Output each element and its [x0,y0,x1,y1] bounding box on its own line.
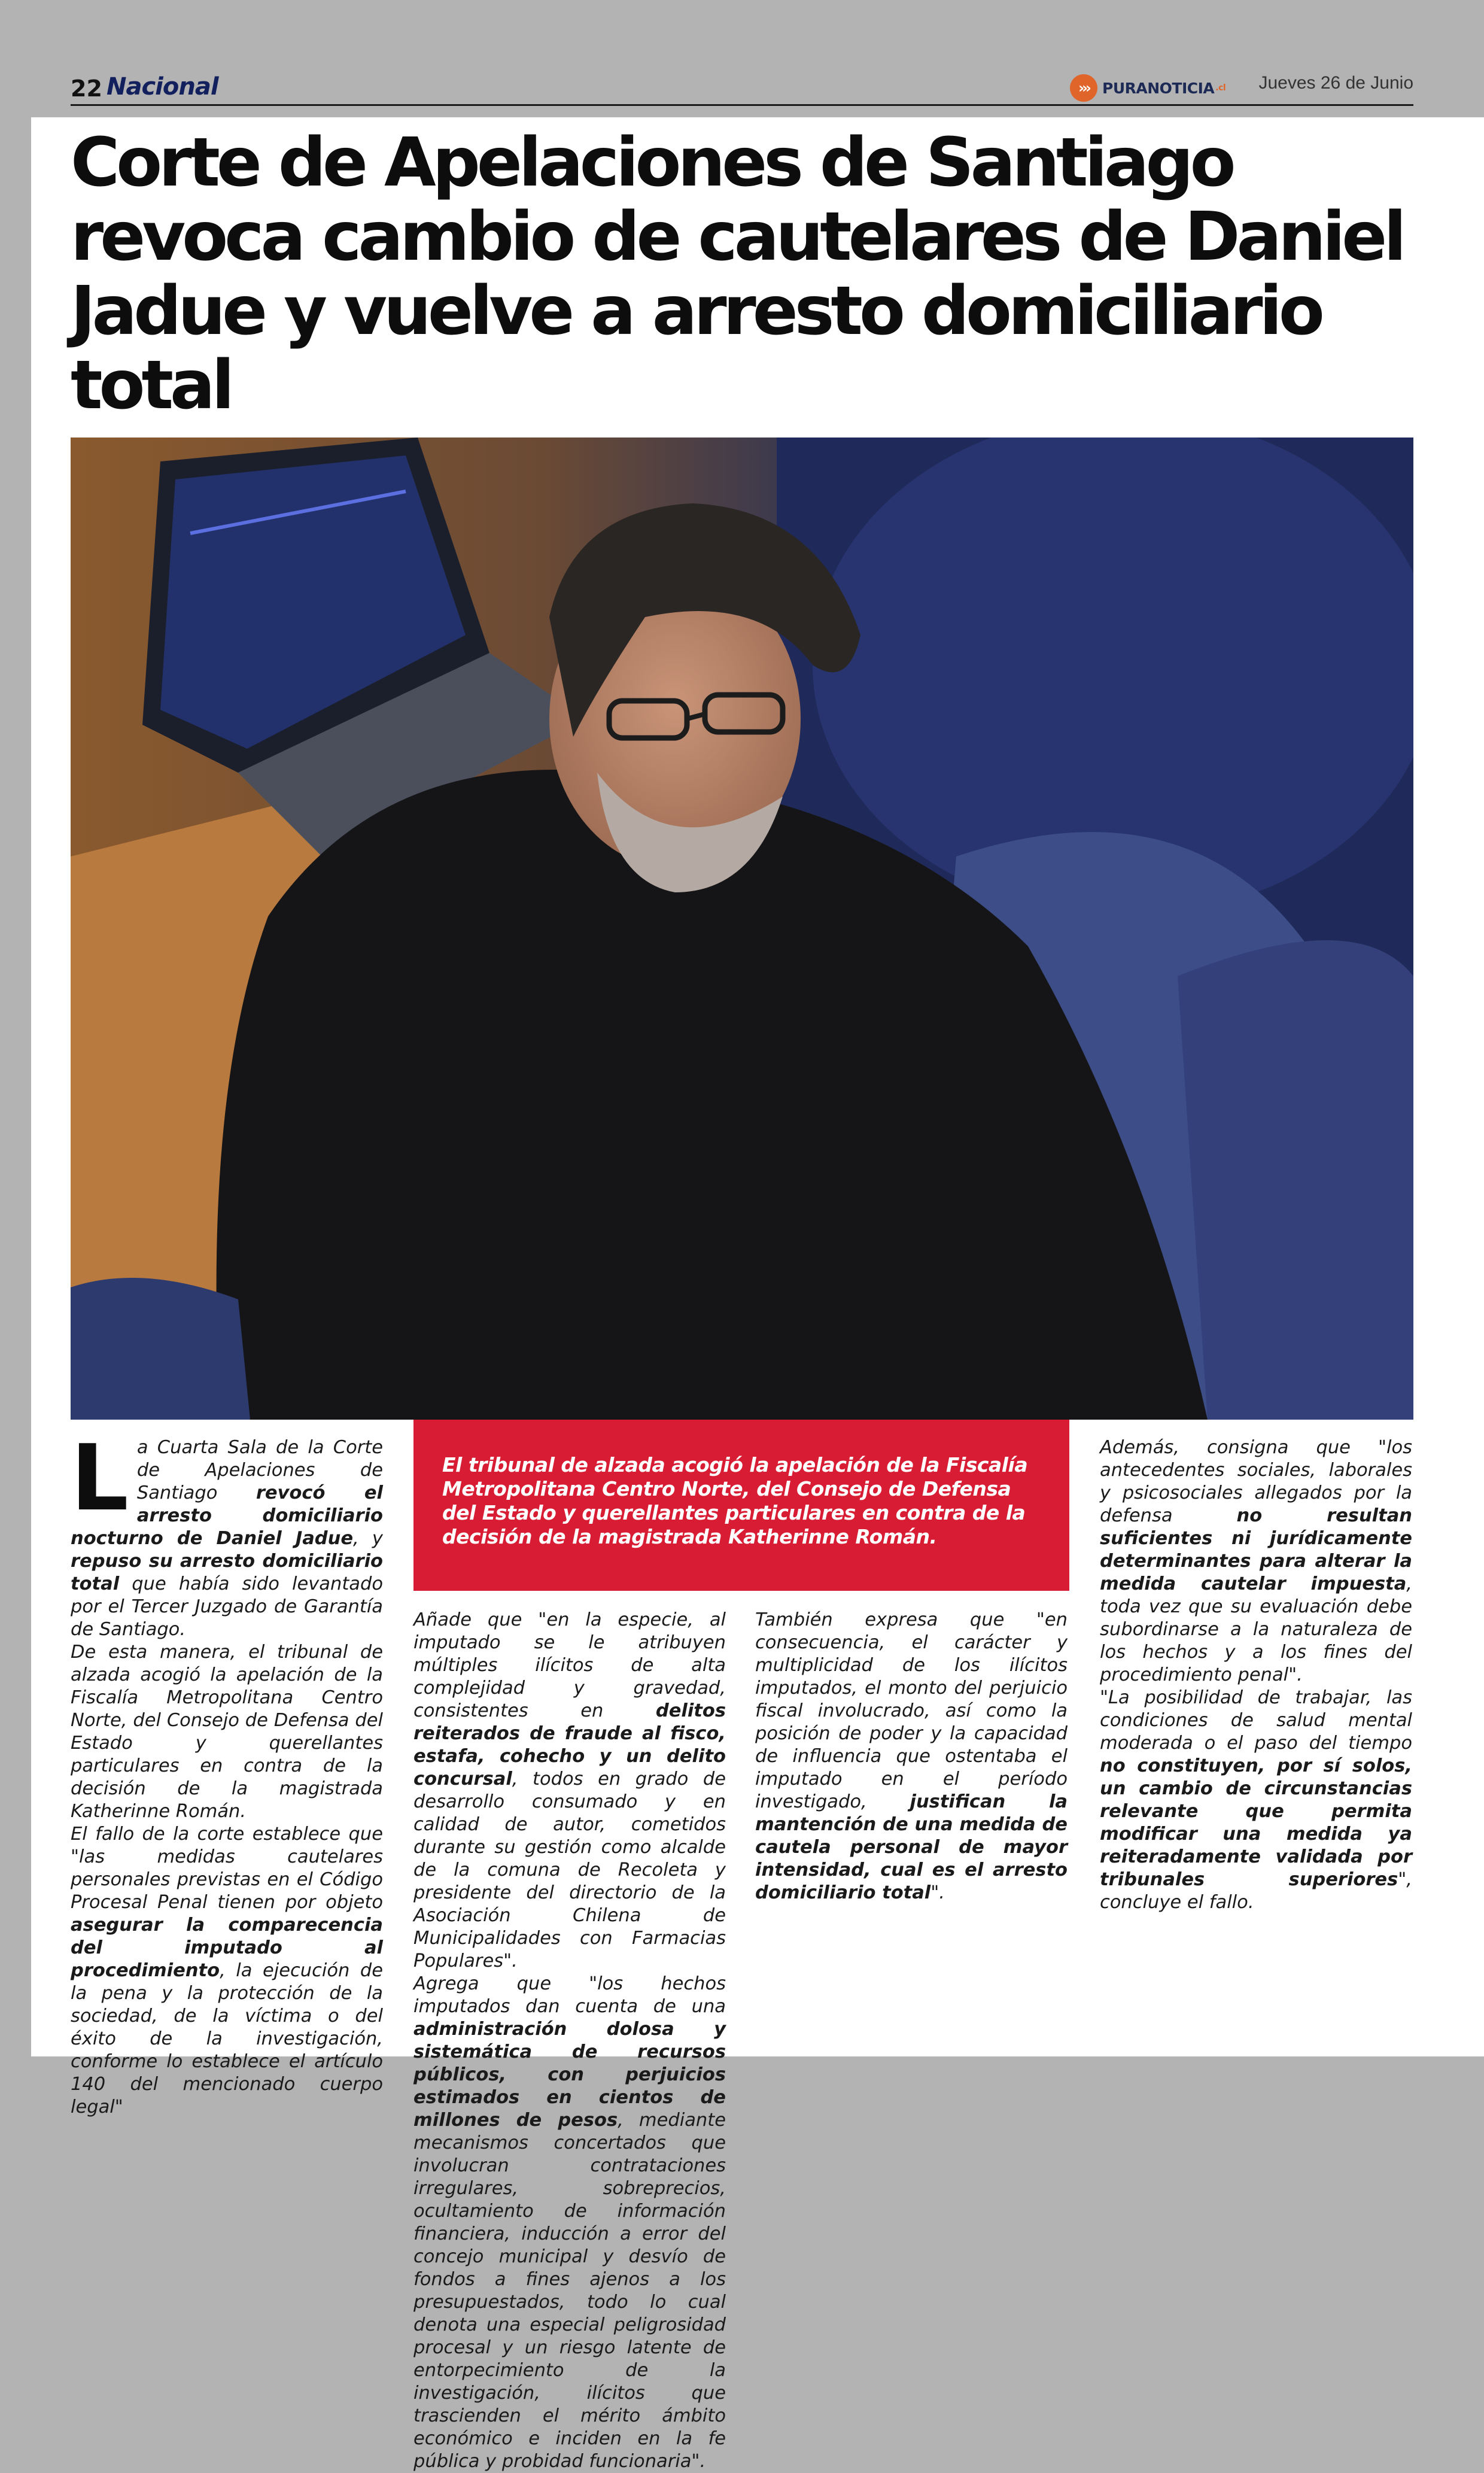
body-paragraph [413,1609,726,1973]
pull-quote-box [413,1420,1069,1591]
lead-text: que había sido levantado por el Tercer Juzgado de Garantía de Santiago. [71,1573,383,1640]
body-text: "La posibilidad de trabajar, las condiciones de salud mental moderada o el paso del tiempo [1100,1687,1412,1754]
body-text: ", concluye el fallo. [1100,1869,1412,1913]
issue-date: Jueves 26 de Junio [1258,73,1413,93]
body-paragraph [1100,1436,1412,1687]
lead-bold-1: revocó el arresto domiciliario nocturno de Daniel Jadue [71,1482,383,1549]
body-text: Además, consigna que "los antecedentes sociales, laborales y psicosociales allegados por la defensa [1100,1437,1412,1526]
body-bold: no constituyen, por sí solos, un cambio de circunstancias relevante que permita modificar una medida ya reiteradamente validada por tribunales superiores [1100,1755,1412,1890]
article-column-1 [71,1425,383,2119]
body-bold: asegurar la comparecencia del imputado al procedimiento [71,1915,383,1981]
article-headline: Corte de Apelaciones de Santiago revoca cambio de cautelares de Daniel Jadue y vuelve a arresto domiciliario total [71,124,1403,424]
drop-cap: L [71,1425,129,1531]
body-text: Agrega que "los hechos imputados dan cuenta de una [413,1973,726,2017]
article-column-4 [1100,1436,1412,1914]
body-paragraph [71,1823,383,2119]
article-column-2 [413,1609,726,2473]
play-arrows-icon: ››› [1070,74,1097,102]
body-text: , toda vez que su evaluación debe subordinarse a la naturaleza de los hechos y a los fines del procedimiento penal". [1100,1573,1412,1685]
body-bold: no resultan suficientes ni jurídicamente determinantes para alterar la medida cautelar impuesta [1100,1505,1412,1594]
lead-text: , y [353,1528,383,1549]
brand-name: PURANOTICIA [1102,79,1215,97]
brand-logo [1070,73,1225,103]
pull-quote-text: El tribunal de alzada acogió la apelación de la Fiscalía Metropolitana Centro Norte, del Consejo de Defensa del Estado y querellantes particulares en contra de la decisión de la magistrada Katherinne Román. [442,1453,1028,1548]
body-text: ". [930,1882,945,1903]
article-photo [71,438,1413,1420]
lead-bold-2: repuso su arresto domiciliario total [71,1551,383,1594]
brand-suffix: .cl [1215,83,1226,93]
lead-paragraph [71,1425,383,1641]
body-paragraph [413,1973,726,2473]
body-bold: delitos reiterados de fraude al fisco, estafa, cohecho y un delito concursal [413,1700,726,1790]
body-text: , mediante mecanismos concertados que involucran contrataciones irregulares, sobreprecios, ocultamiento de información financiera, inducción a error del concejo municipal y desvío de fondos a fines ajenos a los presupuestados, todo lo cual denota una especial peligrosidad procesal y un riesgo latente de entorpecimiento de la investigación, ilícitos que trascienden el mérito ámbito económico e inciden en la fe pública y probidad funcionaria". [413,2110,726,2472]
body-text: También expresa que "en consecuencia, el carácter y multiplicidad de los ilícitos imputados, el monto del perjuicio fiscal involucrado, así como la posición de poder y la capacidad de influencia que ostentaba el imputado en el período investigado, [755,1609,1068,1812]
body-paragraph [755,1609,1068,1904]
body-bold: administración dolosa y sistemática de recursos públicos, con perjuicios estimados en cientos de millones de pesos [413,2019,726,2131]
body-text: , todos en grado de desarrollo consumado y en calidad de autor, cometidos durante su gestión como alcalde de la comuna de Recoleta y presidente del directorio de la Asociación Chilena de Municipalidades con Farmacias Populares". [413,1769,726,1971]
section-label: Nacional [107,73,218,101]
page-header [71,67,1413,106]
body-text: Añade que "en la especie, al imputado se le atribuyen múltiples ilícitos de alta complejidad y gravedad, consistentes en [413,1609,726,1721]
body-text: , la ejecución de la pena y la protección de la sociedad, de la víctima o del éxito de la investigación, conforme lo establece el artículo 140 del mencionado cuerpo legal" [71,1960,383,2117]
body-bold: justifican la mantención de una medida de cautela personal de mayor intensidad, cual es el arresto domiciliario total [755,1791,1068,1903]
body-paragraph [1100,1687,1412,1914]
page-number: 22 [71,75,102,102]
body-text: El fallo de la corte establece que "las medidas cautelares personales previstas en el Código Procesal Penal tienen por objeto [71,1824,383,1913]
article-column-3 [755,1609,1068,1904]
body-paragraph: De esta manera, el tribunal de alzada acogió la apelación de la Fiscalía Metropolitana Centro Norte, del Consejo de Defensa del Estado y querellantes particulares en contra de la decisión de la magistrada Katherinne Román. [71,1642,383,1822]
lead-text: a Cuarta Sala de la Corte de Apelaciones de Santiago [136,1437,383,1503]
